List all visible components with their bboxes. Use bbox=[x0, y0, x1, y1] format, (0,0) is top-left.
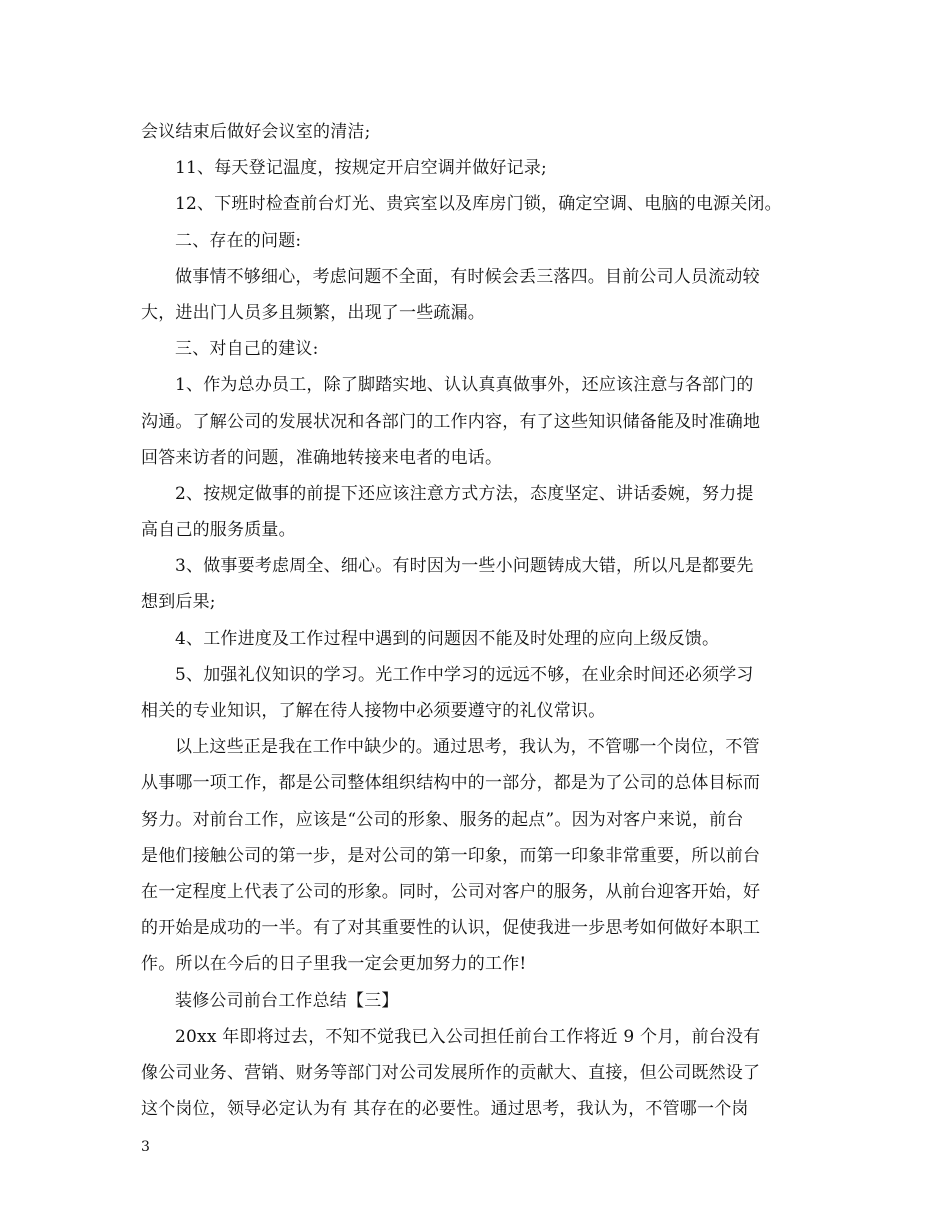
page-number: 3 bbox=[141, 1139, 150, 1155]
text-line: 这个岗位，领导必定认为有 其存在的必要性。通过思考，我认为，不管哪一个岗 bbox=[141, 1099, 749, 1120]
text-line: 以上这些正是我在工作中缺少的。通过思考，我认为，不管哪一个岗位，不管 bbox=[175, 737, 760, 758]
text-line: 11、每天登记温度，按规定开启空调并做好记录; bbox=[175, 158, 547, 179]
text-line: 装修公司前台工作总结【三】 bbox=[175, 990, 399, 1011]
text-line: 想到后果; bbox=[141, 592, 216, 613]
text-line: 相关的专业知识，了解在待人接物中必须要遵守的礼仪常识。 bbox=[141, 701, 606, 721]
text-line: 努力。对前台工作，应该是“公司的形象、服务的起点”。因为对客户来说，前台 bbox=[141, 809, 744, 830]
text-line: 5、加强礼仪知识的学习。光工作中学习的远远不够，在业余时间还必须学习 bbox=[175, 664, 754, 685]
text-line: 2、按规定做事的前提下还应该注意方式方法，态度坚定、讲话委婉，努力提 bbox=[175, 483, 754, 504]
text-line: 从事哪一项工作，都是公司整体组织结构中的一部分，都是为了公司的总体目标而 bbox=[141, 773, 761, 794]
text-line: 二、存在的问题: bbox=[175, 230, 302, 251]
text-line: 沟通。了解公司的发展状况和各部门的工作内容，有了这些知识储备能及时准确地 bbox=[141, 411, 761, 432]
text-line: 大，进出门人员多且频繁，出现了一些疏漏。 bbox=[141, 302, 485, 323]
text-line: 作。所以在今后的日子里我一定会更加努力的工作! bbox=[141, 954, 527, 975]
text-line: 3、做事要考虑周全、细心。有时因为一些小问题铸成大错，所以凡是都要先 bbox=[175, 556, 754, 577]
text-line: 的开始是成功的一半。有了对其重要性的认识，促使我进一步思考如何做好本职工 bbox=[141, 918, 761, 939]
document-body bbox=[141, 114, 821, 1127]
text-line: 三、对自己的建议: bbox=[175, 339, 319, 360]
text-line: 回答来访者的问题，准确地转接来电者的电话。 bbox=[141, 447, 503, 468]
text-line: 会议结束后做好会议室的清洁; bbox=[141, 122, 371, 142]
text-line: 是他们接触公司的第一步，是对公司的第一印象，而第一印象非常重要，所以前台 bbox=[141, 845, 761, 866]
text-line: 1、作为总办员工，除了脚踏实地、认认真真做事外，还应该注意与各部门的 bbox=[175, 375, 754, 396]
text-line: 20xx 年即将过去，不知不觉我已入公司担任前台工作将近 9 个月，前台没有 bbox=[175, 1026, 761, 1047]
text-line: 做事情不够细心，考虑问题不全面，有时候会丢三落四。目前公司人员流动较 bbox=[175, 266, 760, 287]
text-line: 高自己的服务质量。 bbox=[141, 520, 296, 541]
text-line: 像公司业务、营销、财务等部门对公司发展所作的贡献大、直接，但公司既然设了 bbox=[141, 1062, 761, 1083]
text-line: 12、下班时检查前台灯光、贵宾室以及库房门锁，确定空调、电脑的电源关闭。 bbox=[175, 194, 782, 215]
text-line: 4、工作进度及工作过程中遇到的问题因不能及时处理的应向上级反馈。 bbox=[175, 628, 720, 649]
text-line: 在一定程度上代表了公司的形象。同时，公司对客户的服务，从前台迎客开始，好 bbox=[141, 881, 761, 902]
